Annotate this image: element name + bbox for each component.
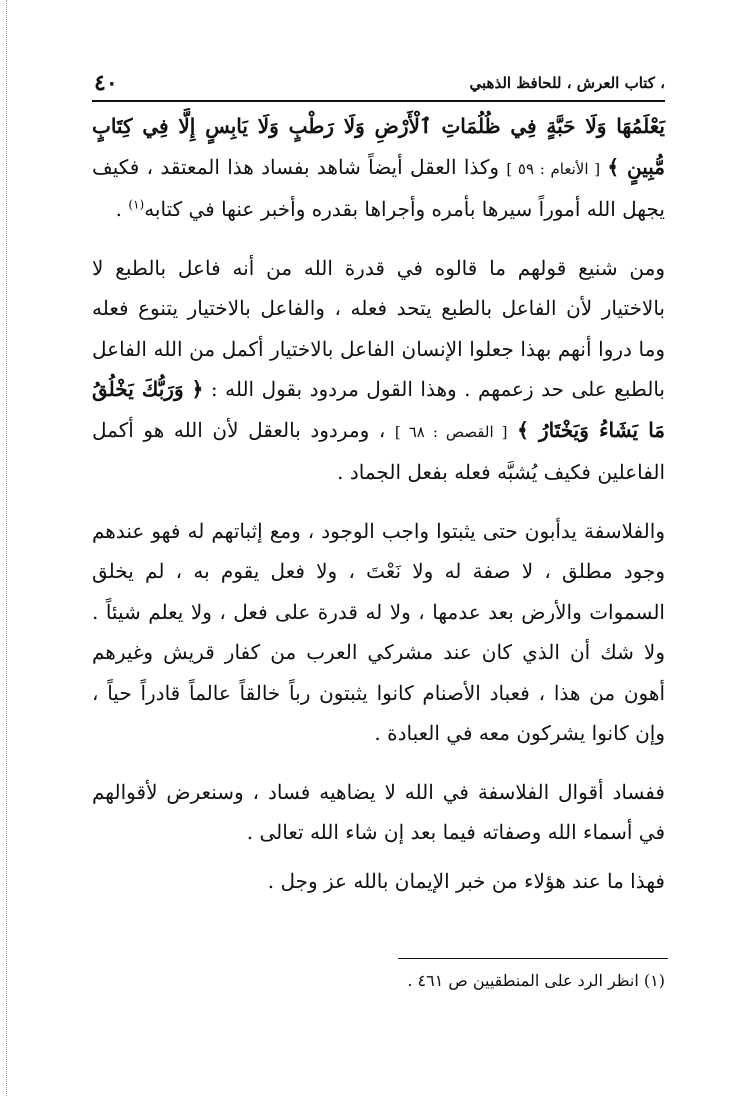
verse-reference: [ القصص : ٦٨ ] [394, 422, 508, 441]
scan-edge-dots [6, 0, 7, 1096]
quran-verse: يَعْلَمُهَا وَلَا حَبَّةٍ فِي ظُلُمَاتِ ٱلْأَرْضِ وَلَا رَطْبٍ وَلَا يَابِسٍ إِلَّا فِي كِتَابٍ مُّبِينٍ ﴾ [92, 114, 665, 179]
paragraph-text: ففساد أقوال الفلاسفة في الله لا يضاهيه فساد ، وسنعرض لأقوالهم في أسماء الله وصفاته فيما بعد إن شاء الله تعالى . [92, 779, 665, 844]
paragraph-3 [92, 511, 665, 754]
footnote-marker[interactable]: (١) [128, 197, 145, 212]
page-body [92, 106, 665, 901]
running-title: ، كتاب العرش ، للحافظ الذهبي [469, 74, 665, 92]
page-header [92, 68, 665, 102]
paragraph-text: فهذا ما عند هؤلاء من خبر الإيمان بالله عز وجل . [267, 868, 665, 893]
paragraph-text: والفلاسفة يدأبون حتى يثبتوا واجب الوجود ، ومع إثباتهم له فهو عندهم وجود مطلق ، لا صفة له ولا نَعْتَ ، ولا فعل يقوم به ، لم يخلق السموات والأرض بعد عدمها ، ولا له قدرة على فعل ، ولا يعلم شيئاً . ولا شك أن الذي كان عند مشركي العرب من كفار قريش وغيرهم أهون من هذا ، فعباد الأصنام كانوا يثبتون رباً خالقاً عالماً قادراً حياً ، وإن كانوا يشركون معه في العبادة . [92, 518, 665, 745]
footnote-divider [398, 958, 668, 959]
page-number: ٤٠ [94, 70, 118, 96]
paragraph-tail: . [115, 197, 129, 221]
paragraph-1 [92, 106, 665, 230]
paragraph-2 [92, 248, 665, 493]
quran-verse: ﴿ وَرَبُّكَ يَخْلُقُ مَا يَشَاءُ وَيَخْتَارُ ﴾ [92, 377, 666, 442]
paragraph-4 [92, 772, 665, 853]
footnote [92, 968, 665, 994]
verse-reference: [ الأنعام : ٥٩ ] [506, 159, 601, 178]
paragraph-text: ، ومردود بالعقل لأن الله هو أكمل الفاعلين فكيف يُشبَّه فعله بفعل الجماد . [92, 417, 665, 484]
paragraph-text: وكذا العقل أيضاً شاهد بفساد هذا المعتقد ، فكيف يجهل الله أموراً سيرها بأمره وأجراها بقدره وأخبر عنها في كتابه [92, 154, 665, 221]
footnote-text: (١) انظر الرد على المنطقيين ص ٤٦١ . [407, 971, 665, 990]
paragraph-text: ومن شنيع قولهم ما قالوه في قدرة الله من أنه فاعل بالطبع لا بالاختيار لأن الفاعل بالطبع يتحد فعله ، والفاعل بالاختيار يتنوع فعله وما دروا أنهم بهذا جعلوا الإنسان الفاعل بالاختيار أكمل من الله الفاعل بالطبع على حد زعمهم . وهذا القول مردود بقول الله : [92, 255, 665, 401]
paragraph-5 [92, 861, 665, 902]
